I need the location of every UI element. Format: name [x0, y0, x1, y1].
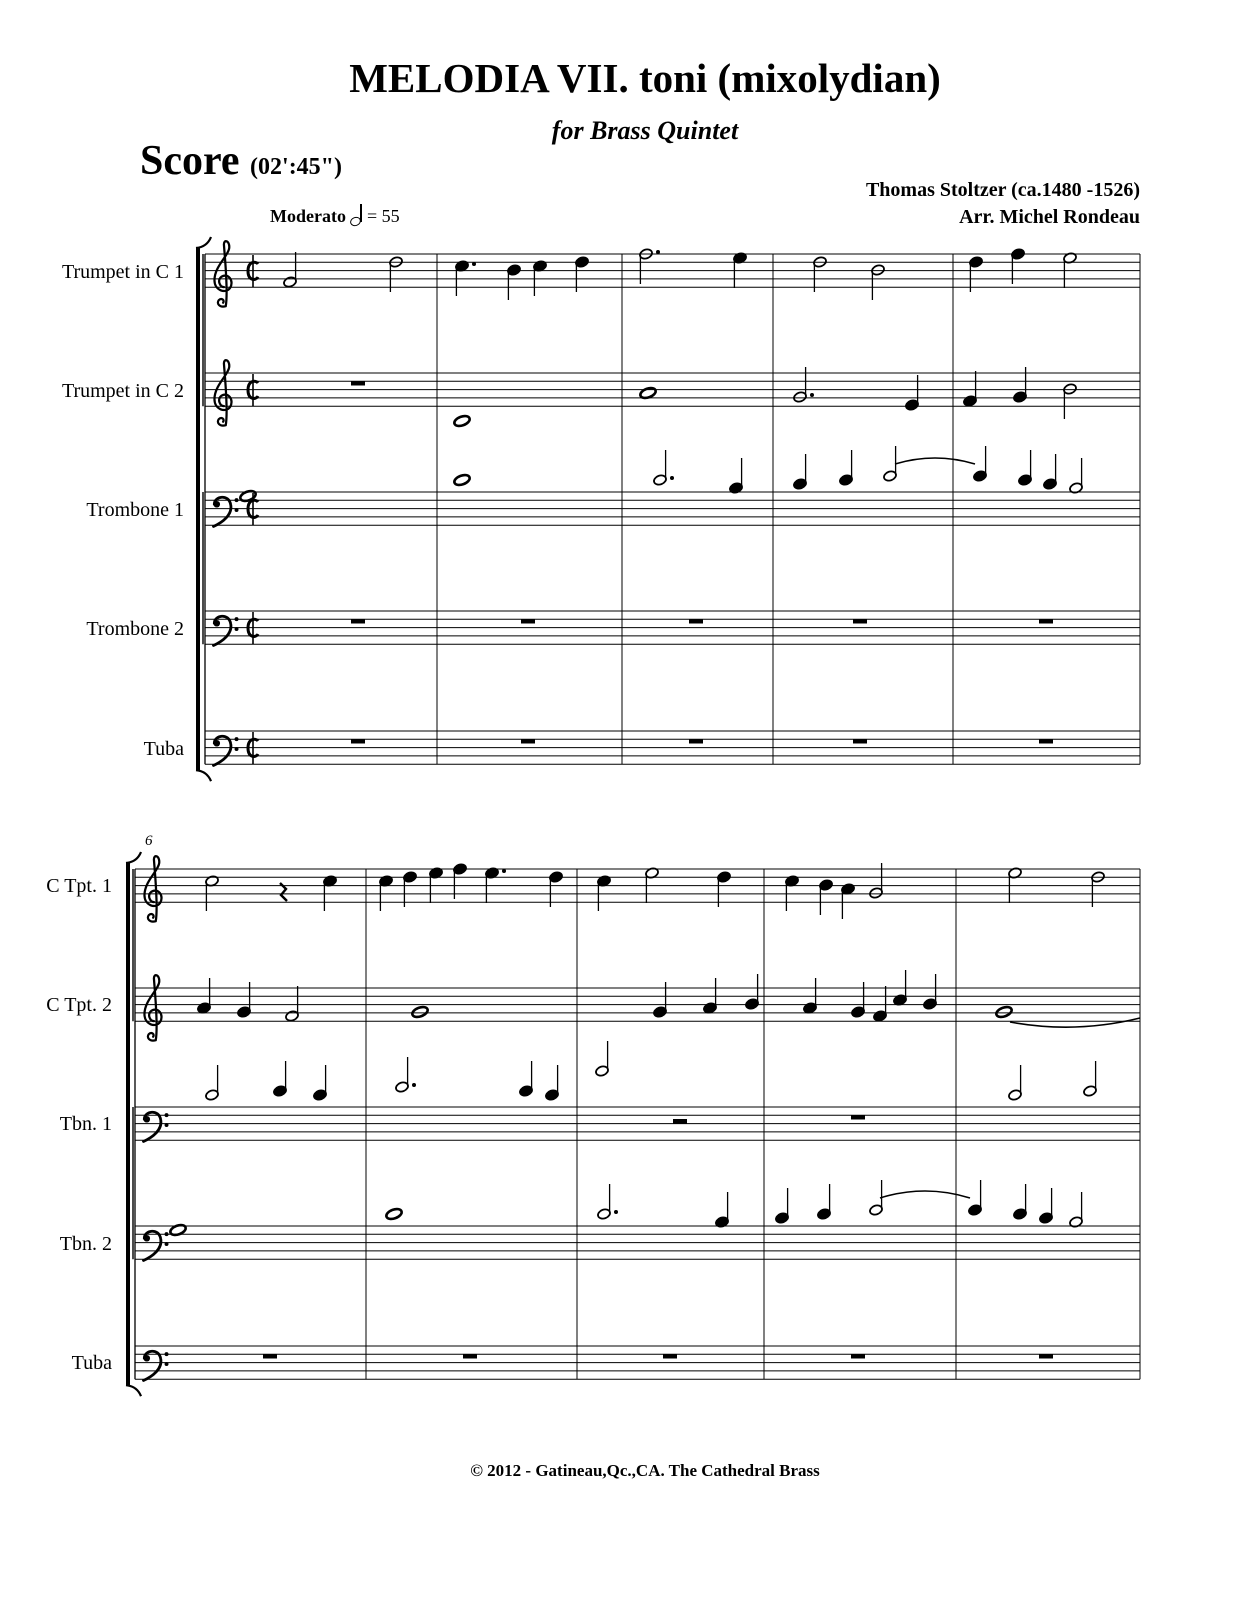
whole-rest — [851, 1115, 865, 1120]
instrument-abbr-trombone-1: Tbn. 1 — [59, 1113, 112, 1135]
whole-rest — [263, 1354, 277, 1359]
score-word: Score — [140, 138, 240, 184]
slur — [895, 458, 975, 464]
whole-rest — [663, 1354, 677, 1359]
note-dot — [502, 869, 506, 873]
note-head — [411, 1005, 429, 1019]
instrument-name-trombone-2: Trombone 2 — [86, 618, 184, 640]
duration: (02':45") — [250, 154, 342, 180]
treble-clef-icon — [144, 856, 161, 921]
bracket-hook — [196, 237, 211, 248]
bracket-hook — [126, 852, 141, 863]
whole-rest — [853, 619, 867, 624]
whole-rest — [1039, 739, 1053, 744]
note-dot — [614, 1210, 618, 1214]
arranger: Arr. Michel Rondeau — [959, 206, 1140, 228]
whole-rest — [1039, 619, 1053, 624]
tempo-value: = 55 — [366, 206, 400, 226]
tempo-text: Moderato — [270, 206, 346, 226]
tie — [1010, 1018, 1140, 1027]
whole-rest — [689, 619, 703, 624]
treble-clef-icon — [214, 241, 231, 306]
bass-clef-icon — [143, 1351, 168, 1380]
whole-rest — [1039, 1354, 1053, 1359]
note-dot — [656, 250, 660, 254]
bass-clef-icon — [143, 1112, 168, 1141]
instrument-abbr-trumpet-2: C Tpt. 2 — [46, 994, 112, 1016]
whole-rest — [689, 739, 703, 744]
note-dot — [412, 1083, 416, 1087]
bass-clef-icon — [213, 736, 238, 765]
whole-rest — [351, 619, 365, 624]
whole-rest — [463, 1354, 477, 1359]
instrument-abbr-tuba: Tuba — [71, 1352, 112, 1374]
whole-rest — [351, 739, 365, 744]
bracket-hook — [196, 770, 211, 781]
score-subtitle: for Brass Quintet — [551, 116, 739, 145]
instrument-abbr-trombone-2: Tbn. 2 — [59, 1233, 112, 1255]
whole-rest — [521, 619, 535, 624]
note-head — [385, 1207, 403, 1221]
bass-clef-icon — [213, 616, 238, 645]
whole-rest — [673, 1119, 687, 1124]
treble-clef-icon — [214, 360, 231, 425]
treble-clef-icon — [144, 975, 161, 1040]
note-dot — [472, 262, 476, 266]
bracket-hook — [126, 1385, 141, 1396]
instrument-name-trumpet-1: Trumpet in C 1 — [61, 261, 184, 283]
instrument-name-tuba: Tuba — [143, 738, 184, 760]
note-dot — [670, 476, 674, 480]
bass-clef-icon — [213, 497, 238, 526]
instrument-name-trumpet-2: Trumpet in C 2 — [61, 380, 184, 402]
whole-rest — [351, 381, 365, 386]
note-head — [453, 414, 471, 428]
note-dot — [810, 393, 814, 397]
bass-clef-icon — [143, 1231, 168, 1260]
note-head — [453, 473, 471, 487]
score-title: MELODIA VII. toni (mixolydian) — [349, 55, 941, 101]
whole-rest — [851, 1354, 865, 1359]
whole-rest — [853, 739, 867, 744]
note-head — [169, 1223, 187, 1237]
composer: Thomas Stoltzer (ca.1480 -1526) — [865, 179, 1140, 201]
instrument-name-trombone-1: Trombone 1 — [86, 499, 184, 521]
copyright-footer: © 2012 - Gatineau,Qc.,CA. The Cathedral Brass — [470, 1461, 820, 1480]
note-head — [995, 1005, 1013, 1019]
whole-rest — [521, 739, 535, 744]
measure-number: 6 — [145, 833, 153, 849]
instrument-abbr-trumpet-1: C Tpt. 1 — [46, 875, 112, 897]
